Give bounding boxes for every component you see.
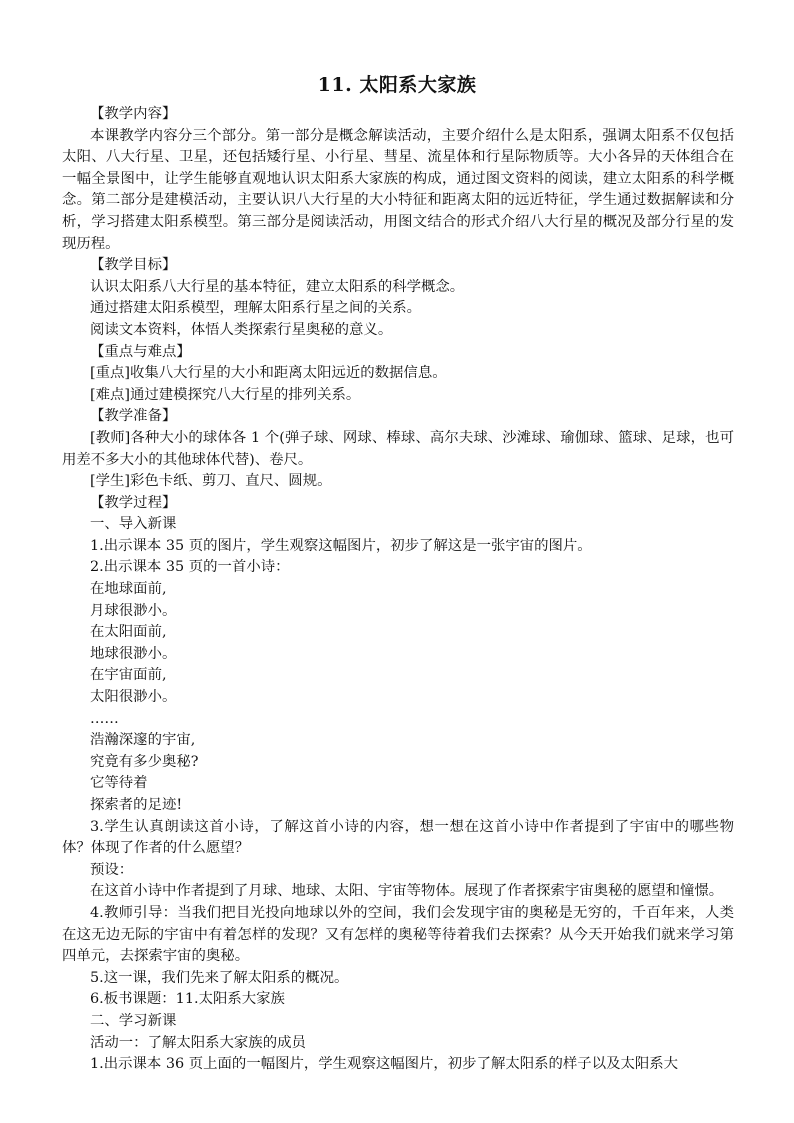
heading-key-points: 【重点与难点】 — [90, 343, 191, 360]
body-paragraph: 在这首小诗中作者提到了月球、地球、太阳、宇宙等物体。展现了作者探索宇宙奥秘的愿望和憧憬。 — [90, 883, 724, 900]
heading-teaching-goals: 【教学目标】 — [90, 257, 177, 274]
body-paragraph: 3.学生认真朗读这首小诗，了解这首小诗的内容，想一想在这首小诗中作者提到了宇宙中的哪些物体？体现了作者的什么愿望？ — [62, 818, 734, 857]
body-paragraph: 1.出示课本 36 页上面的一幅图片，学生观察这幅图片，初步了解太阳系的样子以及太阳系大 — [90, 1056, 679, 1073]
body-paragraph: 1.出示课本 35 页的图片，学生观察这幅图片，初步了解这是一张宇宙的图片。 — [90, 537, 592, 554]
body-paragraph: [学生]彩色卡纸、剪刀、直尺、圆规。 — [90, 473, 332, 490]
body-paragraph: [教师]各种大小的球体各 1 个(弹子球、网球、棒球、高尔夫球、沙滩球、瑜伽球、篮球、足球，也可用差不多大小的其他球体代替)、卷尺。 — [62, 429, 734, 468]
body-paragraph: 阅读文本资料，体悟人类探索行星奥秘的意义。 — [90, 321, 393, 338]
section-heading: 一、导入新课 — [90, 516, 177, 533]
section-heading: 二、学习新课 — [90, 1012, 177, 1029]
poem-line: 太阳很渺小。 — [90, 689, 177, 706]
poem-line: 探索者的足迹! — [90, 797, 183, 813]
poem-line: …… — [90, 710, 119, 727]
body-paragraph: 5.这一课，我们先来了解太阳系的概况。 — [90, 969, 349, 986]
body-paragraph: 通过搭建太阳系模型，理解太阳系行星之间的关系。 — [90, 300, 421, 317]
poem-line: 在太阳面前, — [90, 624, 167, 641]
body-paragraph: 认识太阳系八大行星的基本特征，建立太阳系的科学概念。 — [90, 278, 465, 295]
poem-line: 在地球面前, — [90, 581, 167, 598]
activity-heading: 活动一：了解太阳系大家族的成员 — [90, 1034, 306, 1051]
document-body — [62, 104, 734, 1076]
heading-teaching-content: 【教学内容】 — [90, 106, 177, 122]
poem-line: 究竟有多少奥秘? — [90, 753, 199, 770]
body-paragraph: 4.教师引导：当我们把目光投向地球以外的空间，我们会发现宇宙的奥秘是无穷的，千百年来，人类在这无边无际的宇宙中有着怎样的发现？又有怎样的奥秘等待着我们去探索？从今天开始我们就来学习第四单元，去探索宇宙的奥秘。 — [62, 904, 734, 965]
poem-line: 在宇宙面前, — [90, 667, 167, 684]
body-paragraph: 2.出示课本 35 页的一首小诗： — [90, 559, 290, 576]
heading-preparation: 【教学准备】 — [90, 408, 177, 425]
poem-line: 地球很渺小。 — [90, 645, 177, 662]
poem-line: 浩瀚深邃的宇宙, — [90, 732, 196, 749]
poem-line: 它等待着 — [90, 775, 148, 792]
body-paragraph: [难点]通过建模探究八大行星的排列关系。 — [90, 386, 361, 403]
body-paragraph: [重点]收集八大行星的大小和距离太阳远近的数据信息。 — [90, 365, 447, 382]
poem-line: 月球很渺小。 — [90, 602, 177, 619]
body-paragraph: 6.板书课题：11.太阳系大家族 — [90, 991, 285, 1008]
body-paragraph: 本课教学内容分三个部分。第一部分是概念解读活动，主要介绍什么是太阳系，强调太阳系不仅包括太阳、八大行星、卫星，还包括矮行星、小行星、彗星、流星体和行星际物质等。大小各异的天体组合在一幅全景图中，让学生能够直观地认识太阳系大家族的构成，通过图文资料的阅读，建立太阳系的科学概念。第二部分是建模活动，主要认识八大行星的大小特征和距离太阳的远近特征，学生通过数据解读和分析，学习搭建太阳系模型。第三部分是阅读活动，用图文结合的形式介绍八大行星的概况及部分行星的发现历程。 — [62, 127, 734, 252]
heading-process: 【教学过程】 — [90, 494, 177, 511]
body-paragraph: 预设： — [90, 861, 134, 878]
document-title: 11. 太阳系大家族 — [317, 74, 477, 96]
